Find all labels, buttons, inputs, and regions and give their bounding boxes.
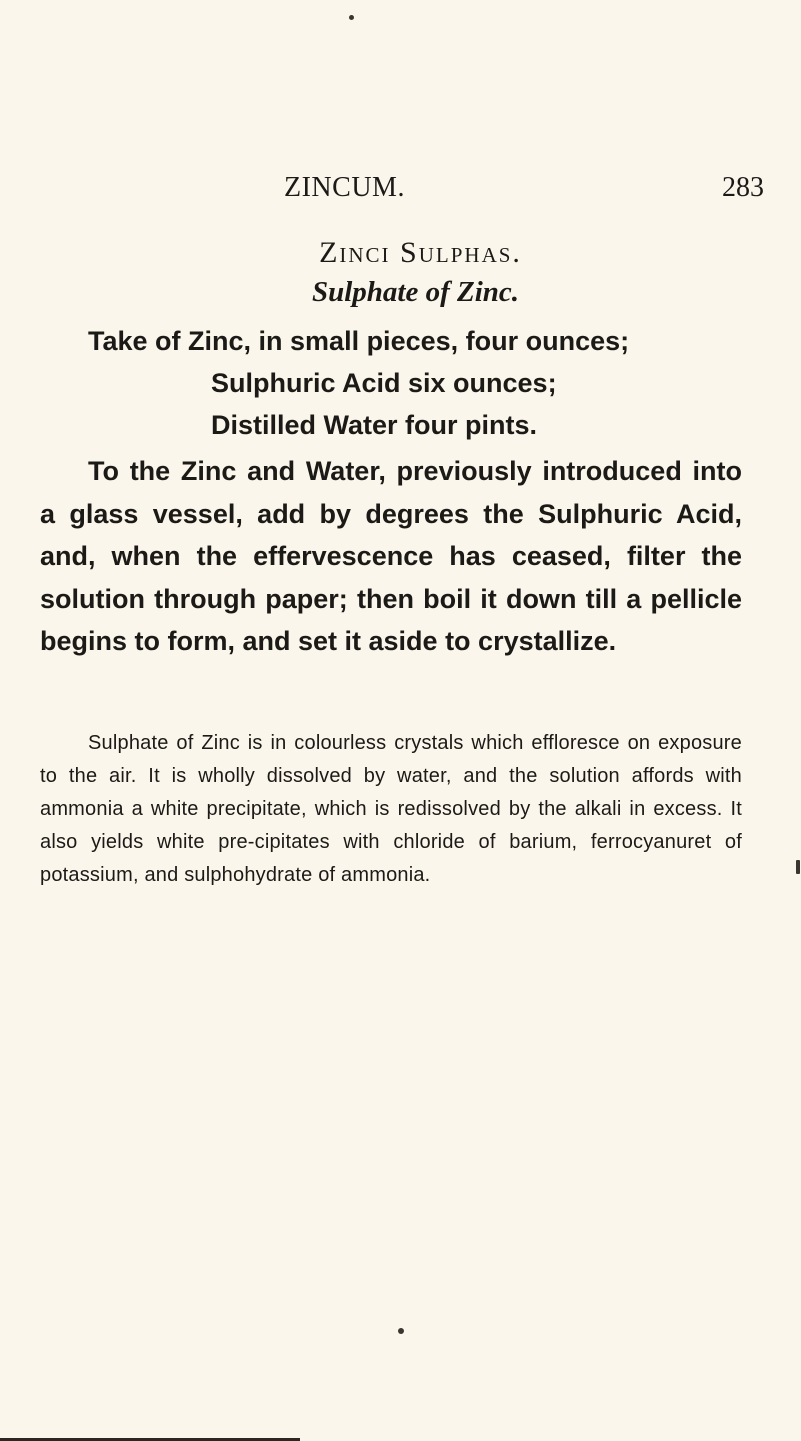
running-title: ZINCUM. bbox=[284, 172, 405, 203]
paper-speck bbox=[349, 15, 354, 20]
running-head bbox=[0, 172, 801, 208]
paper-speck bbox=[796, 860, 800, 874]
paper-speck bbox=[398, 1328, 404, 1334]
page-number: 283 bbox=[722, 172, 764, 203]
section-heading: Zinci Sulphas. bbox=[319, 236, 522, 269]
ingredient-line: Take of Zinc, in small pieces, four ounces; bbox=[88, 326, 630, 356]
ingredients-list bbox=[0, 320, 801, 446]
section-subheading: Sulphate of Zinc. bbox=[311, 276, 520, 308]
instructions-paragraph: To the Zinc and Water, previously introduced into a glass vessel, add by degrees the Sulphuric Acid, and, when the effervescence has ceased, filter the solution through paper; then boil it down till a pellicle begins to form, and set it aside to crystallize. bbox=[40, 456, 742, 656]
ingredient-line: Distilled Water four pints. bbox=[211, 410, 538, 440]
description-note: Sulphate of Zinc is in colourless crystals which effloresce on exposure to the air. It is wholly dissolved by water, and the solution affords with ammonia a white precipitate, which is redissolved by the alkali in excess. It also yields white pre-cipitates with chloride of barium, ferrocyanuret of potassium, and sulphohydrate of ammonia. bbox=[40, 732, 742, 886]
ingredient-line: Sulphuric Acid six ounces; bbox=[211, 368, 557, 398]
